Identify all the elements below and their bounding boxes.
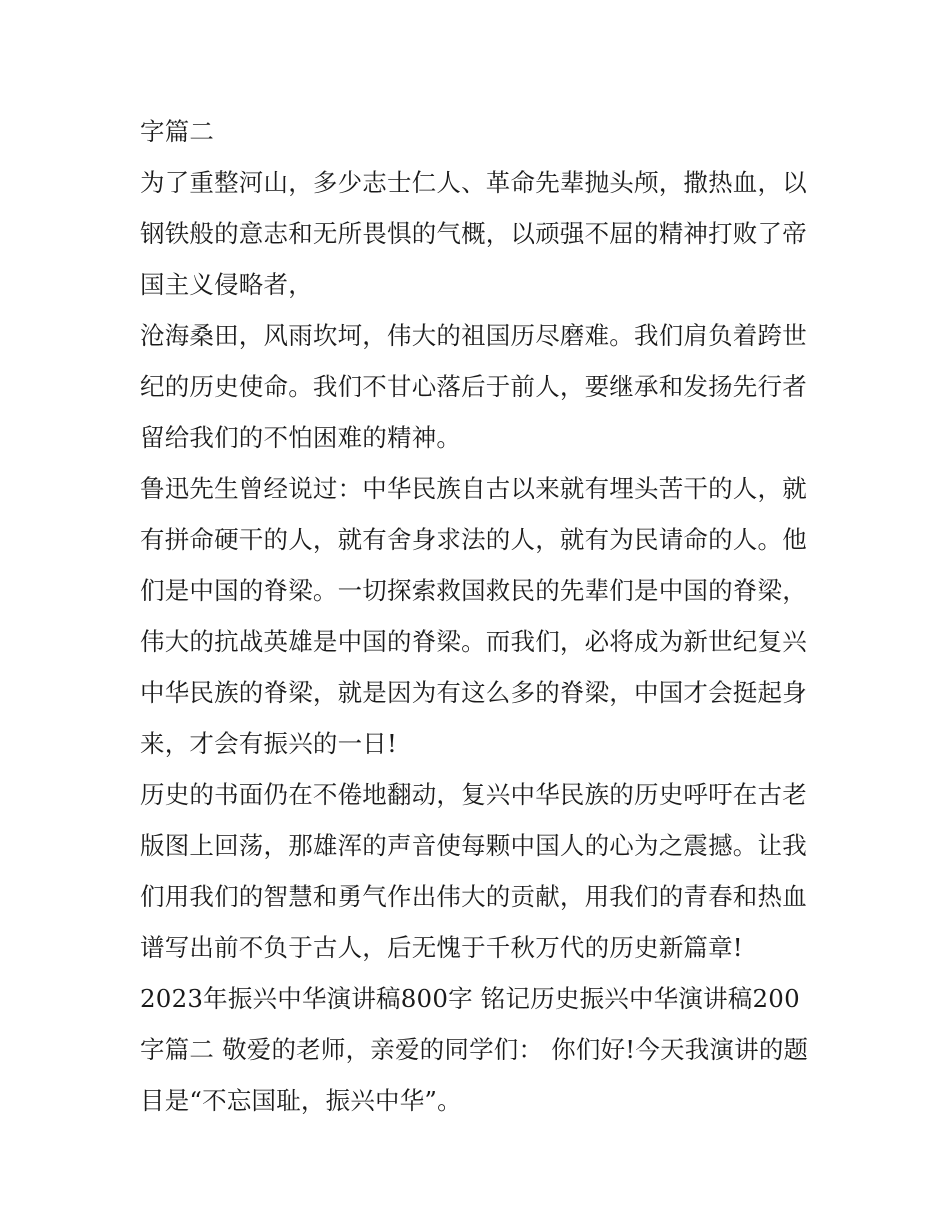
- text-line: 沧海桑田，风雨坎坷，伟大的祖国历尽磨难。我们肩负着跨世: [140, 321, 807, 350]
- text-line: 中华民族的脊梁，就是因为有这么多的脊梁，中国才会挺起身: [140, 678, 807, 707]
- text-line: 来，才会有振兴的一日!: [140, 729, 398, 758]
- text-line: 字篇二 敬爱的老师，亲爱的同学们： 你们好!今天我演讲的题: [140, 1035, 809, 1064]
- text-line: 谱写出前不负于古人，后无愧于千秋万代的历史新篇章!: [140, 933, 743, 962]
- text-line: 纪的历史使命。我们不甘心落后于前人，要继承和发扬先行者: [140, 372, 807, 401]
- text-line: 字篇二: [140, 117, 215, 146]
- text-line: 钢铁般的意志和无所畏惧的气概，以顽强不屈的精神打败了帝: [140, 219, 807, 248]
- text-line: 2023年振兴中华演讲稿800字 铭记历史振兴中华演讲稿200: [140, 984, 800, 1013]
- text-line: 鲁迅先生曾经说过：中华民族自古以来就有埋头苦干的人，就: [140, 474, 807, 503]
- text-line: 留给我们的不怕困难的精神。: [140, 423, 462, 452]
- text-line: 有拼命硬干的人，就有舍身求法的人，就有为民请命的人。他: [140, 525, 807, 554]
- text-line: 目是“不忘国耻，振兴中华”。: [140, 1086, 462, 1115]
- text-line: 历史的书面仍在不倦地翻动，复兴中华民族的历史呼吁在古老: [140, 780, 807, 809]
- text-line: 为了重整河山，多少志士仁人、革命先辈抛头颅，撒热血，以: [140, 168, 807, 197]
- text-line: 国主义侵略者，: [140, 270, 313, 299]
- text-line: 伟大的抗战英雄是中国的脊梁。而我们，必将成为新世纪复兴: [140, 627, 807, 656]
- text-line: 版图上回荡，那雄浑的声音使每颗中国人的心为之震撼。让我: [140, 831, 807, 860]
- document-body: [140, 106, 820, 1126]
- text-line: 们是中国的脊梁。一切探索救国救民的先辈们是中国的脊梁，: [140, 576, 807, 605]
- text-line: 们用我们的智慧和勇气作出伟大的贡献，用我们的青春和热血: [140, 882, 807, 911]
